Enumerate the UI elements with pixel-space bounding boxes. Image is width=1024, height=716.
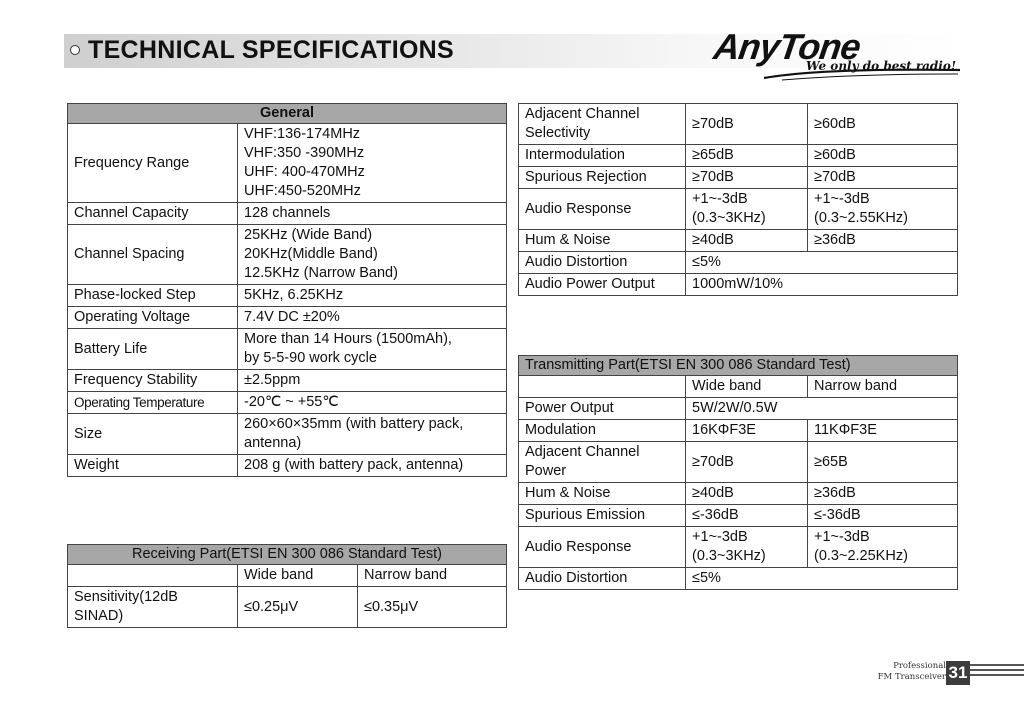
table-row — [519, 442, 958, 483]
row-label: Weight — [68, 455, 238, 477]
table-row — [519, 527, 958, 568]
table-heading-row — [68, 104, 507, 124]
row-label: Phase-locked Step — [68, 285, 238, 307]
empty-header-cell — [519, 376, 686, 398]
table-row — [68, 370, 507, 392]
value-line: 25KHz (Wide Band) — [244, 227, 373, 243]
column-header-row — [519, 376, 958, 398]
row-value — [238, 370, 507, 392]
empty-header-cell — [68, 565, 238, 587]
row-value — [238, 392, 507, 414]
row-label: Channel Capacity — [68, 203, 238, 225]
table-row — [68, 225, 507, 285]
value-line: 260×60×35mm (with battery pack, — [244, 416, 464, 432]
value-line: 5KHz, 6.25KHz — [244, 287, 344, 303]
brand-tagline: We only do best radio! — [806, 59, 957, 73]
value-line: VHF:350 -390MHz — [244, 145, 365, 161]
receiving-heading: Receiving Part(ETSI EN 300 086 Standard Test) — [68, 545, 507, 565]
value-line: UHF: 400-470MHz — [244, 164, 365, 180]
narrow-band-value: ≥36dB — [808, 483, 958, 505]
table-row — [519, 252, 958, 274]
narrow-band-value: ≥60dB — [808, 104, 958, 145]
row-label: Audio Power Output — [519, 274, 686, 296]
receiving-rows — [68, 587, 507, 628]
row-value: 5W/2W/0.5W — [686, 398, 958, 420]
table-row — [519, 145, 958, 167]
value-line: UHF:450-520MHz — [244, 183, 361, 199]
row-label: Audio Response — [519, 189, 686, 230]
general-rows — [68, 124, 507, 477]
wide-band-value: ≥65dB — [686, 145, 808, 167]
value-line: 7.4V DC ±20% — [244, 309, 340, 325]
value-line: -20℃ ~ +55℃ — [244, 394, 339, 410]
narrow-band-value: ≥65B — [808, 442, 958, 483]
wide-band-value: ≥40dB — [686, 483, 808, 505]
row-label: Spurious Rejection — [519, 167, 686, 189]
general-spec-table — [67, 103, 507, 477]
table-heading-row — [519, 356, 958, 376]
row-value — [238, 124, 507, 203]
receiving-continued-table — [518, 103, 958, 296]
table-row — [68, 203, 507, 225]
row-label: Channel Spacing — [68, 225, 238, 285]
table-row — [68, 414, 507, 455]
table-row — [519, 398, 958, 420]
row-label: Operating Temperature — [68, 392, 238, 414]
narrow-band-value: ≥36dB — [808, 230, 958, 252]
table-row — [68, 329, 507, 370]
footer-label-line1: Professional — [893, 661, 946, 671]
table-row — [519, 568, 958, 590]
wide-band-header: Wide band — [686, 376, 808, 398]
row-label: Sensitivity(12dB SINAD) — [68, 587, 238, 628]
table-row — [519, 483, 958, 505]
table-row — [68, 285, 507, 307]
table-row — [519, 505, 958, 527]
receiving-spec-table — [67, 544, 507, 628]
value-line: More than 14 Hours (1500mAh), — [244, 331, 452, 347]
row-label: Power Output — [519, 398, 686, 420]
value-line: 12.5KHz (Narrow Band) — [244, 265, 398, 281]
row-value — [238, 329, 507, 370]
wide-band-value: +1~-3dB (0.3~3KHz) — [686, 189, 808, 230]
title-bullet-icon — [70, 45, 80, 55]
table-row — [68, 124, 507, 203]
narrow-band-value: +1~-3dB (0.3~2.55KHz) — [808, 189, 958, 230]
row-label: Adjacent Channel Selectivity — [519, 104, 686, 145]
value-line: by 5-5-90 work cycle — [244, 350, 377, 366]
row-value — [238, 225, 507, 285]
row-label: Frequency Range — [68, 124, 238, 203]
row-label: Spurious Emission — [519, 505, 686, 527]
row-label: Adjacent Channel Power — [519, 442, 686, 483]
table-row — [519, 104, 958, 145]
row-value — [238, 307, 507, 329]
value-line: VHF:136-174MHz — [244, 126, 361, 142]
wide-band-header: Wide band — [238, 565, 358, 587]
narrow-band-header: Narrow band — [358, 565, 507, 587]
row-label: Intermodulation — [519, 145, 686, 167]
wide-band-value: 16KΦF3E — [686, 420, 808, 442]
narrow-band-value: ≥70dB — [808, 167, 958, 189]
row-label: Hum & Noise — [519, 483, 686, 505]
narrow-band-value: ≤-36dB — [808, 505, 958, 527]
value-line: 128 channels — [244, 205, 331, 221]
footer-rule-lines — [970, 664, 1024, 684]
general-heading: General — [68, 104, 507, 124]
brand-logo — [712, 24, 974, 88]
wide-band-value: ≥70dB — [686, 104, 808, 145]
table-heading-row — [68, 545, 507, 565]
narrow-band-header: Narrow band — [808, 376, 958, 398]
value-line: ±2.5ppm — [244, 372, 301, 388]
row-label: Frequency Stability — [68, 370, 238, 392]
wide-band-value: ≥40dB — [686, 230, 808, 252]
page-number: 31 — [946, 661, 970, 685]
row-value: ≤5% — [686, 252, 958, 274]
wide-band-value: ≥70dB — [686, 167, 808, 189]
value-line: 20KHz(Middle Band) — [244, 246, 378, 262]
brand-wordmark: AnyTone — [711, 26, 863, 67]
narrow-band-value: ≥60dB — [808, 145, 958, 167]
row-value: ≤5% — [686, 568, 958, 590]
value-line: antenna) — [244, 435, 302, 451]
footer-label-line2: FM Transceiver — [877, 672, 946, 682]
table-row — [68, 307, 507, 329]
wide-band-value: ≤0.25μV — [238, 587, 358, 628]
receiving-continued-rows — [519, 104, 958, 296]
row-value — [238, 285, 507, 307]
row-value — [238, 414, 507, 455]
row-label: Battery Life — [68, 329, 238, 370]
page-title: TECHNICAL SPECIFICATIONS — [88, 36, 455, 64]
narrow-band-value: 11KΦF3E — [808, 420, 958, 442]
row-label: Audio Distortion — [519, 568, 686, 590]
row-value — [238, 203, 507, 225]
row-label: Audio Distortion — [519, 252, 686, 274]
table-row — [68, 587, 507, 628]
table-row — [519, 230, 958, 252]
column-header-row — [68, 565, 507, 587]
transmitting-heading: Transmitting Part(ETSI EN 300 086 Standard Test) — [519, 356, 958, 376]
row-value: 1000mW/10% — [686, 274, 958, 296]
row-label: Operating Voltage — [68, 307, 238, 329]
row-label: Hum & Noise — [519, 230, 686, 252]
row-label: Size — [68, 414, 238, 455]
table-row — [68, 392, 507, 414]
row-label: Modulation — [519, 420, 686, 442]
value-line: 208 g (with battery pack, antenna) — [244, 457, 464, 473]
table-row — [68, 455, 507, 477]
footer-label — [874, 661, 946, 683]
wide-band-value: ≤-36dB — [686, 505, 808, 527]
wide-band-value: ≥70dB — [686, 442, 808, 483]
narrow-band-value: +1~-3dB (0.3~2.25KHz) — [808, 527, 958, 568]
table-row — [519, 189, 958, 230]
row-label: Audio Response — [519, 527, 686, 568]
transmitting-spec-table — [518, 355, 958, 590]
narrow-band-value: ≤0.35μV — [358, 587, 507, 628]
wide-band-value: +1~-3dB (0.3~3KHz) — [686, 527, 808, 568]
table-row — [519, 420, 958, 442]
transmitting-rows — [519, 398, 958, 590]
table-row — [519, 167, 958, 189]
table-row — [519, 274, 958, 296]
row-value — [238, 455, 507, 477]
